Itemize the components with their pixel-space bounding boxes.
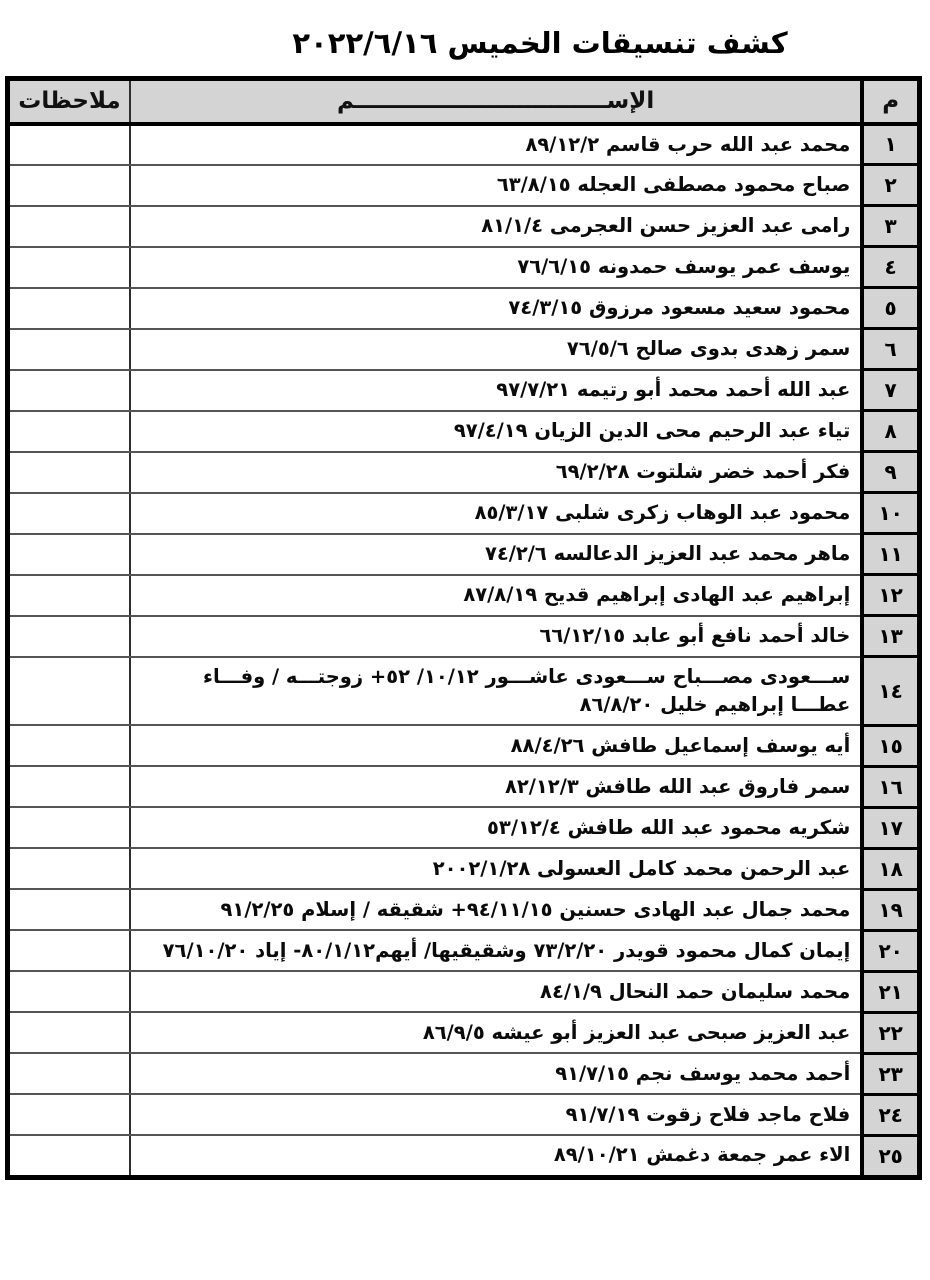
row-notes-cell	[8, 1135, 130, 1177]
row-notes-cell	[8, 124, 130, 165]
row-name-cell: إيمان كمال محمود قويدر ٧٣/٢/٢٠ وشقيقيها/ أيهم٨٠/١/١٢- إياد ٧٦/١٠/٢٠	[130, 930, 862, 971]
row-number-cell: ٦	[862, 329, 919, 370]
table-row	[8, 288, 920, 329]
table-row	[8, 930, 920, 971]
row-number-cell: ١٦	[862, 766, 919, 807]
row-name-cell: محمد عبد الله حرب قاسم ٨٩/١٢/٢	[130, 124, 862, 165]
row-name-cell: محمد جمال عبد الهادى حسنين ٩٤/١١/١٥+ شقيقه / إسلام ٩١/٢/٢٥	[130, 889, 862, 930]
row-notes-cell	[8, 165, 130, 206]
row-number-cell: ١٢	[862, 575, 919, 616]
row-notes-cell	[8, 247, 130, 288]
row-notes-cell	[8, 1053, 130, 1094]
header-name-column: الإســــــــــــــــــــــــــــــــم	[130, 79, 862, 124]
row-notes-cell	[8, 411, 130, 452]
row-name-cell: رامى عبد العزيز حسن العجرمى ٨١/١/٤	[130, 206, 862, 247]
table-row	[8, 1012, 920, 1053]
table-row	[8, 848, 920, 889]
table-row	[8, 534, 920, 575]
table-row	[8, 657, 920, 726]
page-title: كشف تنسيقات الخميس ٢٠٢٢/٦/١٦	[292, 26, 788, 60]
row-number-cell: ١٧	[862, 807, 919, 848]
row-number-cell: ٢١	[862, 971, 919, 1012]
row-name-cell: ماهر محمد عبد العزيز الدعالسه ٧٤/٢/٦	[130, 534, 862, 575]
row-name-cell: يوسف عمر يوسف حمدونه ٧٦/٦/١٥	[130, 247, 862, 288]
table-row	[8, 1094, 920, 1135]
row-name-cell: إبراهيم عبد الهادى إبراهيم قديح ٨٧/٨/١٩	[130, 575, 862, 616]
row-name-cell: محمود سعيد مسعود مرزوق ٧٤/٣/١٥	[130, 288, 862, 329]
table-row	[8, 329, 920, 370]
table-row	[8, 165, 920, 206]
row-name-cell: عبد العزيز صبحى عبد العزيز أبو عيشه ٨٦/٩/٥	[130, 1012, 862, 1053]
table-row	[8, 575, 920, 616]
table-row	[8, 370, 920, 411]
row-notes-cell	[8, 766, 130, 807]
row-notes-cell	[8, 452, 130, 493]
row-number-cell: ٢٣	[862, 1053, 919, 1094]
row-number-cell: ٢٥	[862, 1135, 919, 1177]
row-notes-cell	[8, 616, 130, 657]
row-number-cell: ١٤	[862, 657, 919, 726]
table-row	[8, 889, 920, 930]
row-name-cell: أيه يوسف إسماعيل طافش ٨٨/٤/٢٦	[130, 725, 862, 766]
row-notes-cell	[8, 534, 130, 575]
row-number-cell: ١٥	[862, 725, 919, 766]
row-name-cell: ســـعودى مصـــباح ســـعودى عاشـــور ١٠/١٢/ ٥٢+ زوجتـــه / وفـــاء عطـــا إبراهيم خليل ٨٦/٨/٢٠	[130, 657, 862, 726]
row-notes-cell	[8, 971, 130, 1012]
row-notes-cell	[8, 807, 130, 848]
row-name-cell: عبد الله أحمد محمد أبو رتيمه ٩٧/٧/٢١	[130, 370, 862, 411]
row-number-cell: ٧	[862, 370, 919, 411]
row-notes-cell	[8, 657, 130, 726]
row-number-cell: ٣	[862, 206, 919, 247]
row-name-cell: صباح محمود مصطفى العجله ٦٣/٨/١٥	[130, 165, 862, 206]
header-notes-column: ملاحظات	[8, 79, 130, 124]
table-header	[8, 79, 920, 124]
table-row	[8, 1053, 920, 1094]
table-body	[8, 124, 920, 1178]
table-row	[8, 725, 920, 766]
row-number-cell: ٢٢	[862, 1012, 919, 1053]
table-row	[8, 1135, 920, 1177]
row-name-cell: سمر زهدى بدوى صالح ٧٦/٥/٦	[130, 329, 862, 370]
row-number-cell: ١	[862, 124, 919, 165]
row-number-cell: ٥	[862, 288, 919, 329]
row-name-cell: محمد سليمان حمد النحال ٨٤/١/٩	[130, 971, 862, 1012]
row-number-cell: ١١	[862, 534, 919, 575]
row-notes-cell	[8, 725, 130, 766]
row-notes-cell	[8, 329, 130, 370]
table-row	[8, 206, 920, 247]
row-notes-cell	[8, 370, 130, 411]
table-row	[8, 452, 920, 493]
row-name-cell: خالد أحمد نافع أبو عابد ٦٦/١٢/١٥	[130, 616, 862, 657]
row-name-cell: أحمد محمد يوسف نجم ٩١/٧/١٥	[130, 1053, 862, 1094]
row-notes-cell	[8, 930, 130, 971]
row-number-cell: ١٨	[862, 848, 919, 889]
row-notes-cell	[8, 1012, 130, 1053]
row-name-cell: الاء عمر جمعة دغمش ٨٩/١٠/٢١	[130, 1135, 862, 1177]
roster-table	[5, 76, 922, 1180]
header-number-column: م	[862, 79, 919, 124]
row-name-cell: فلاح ماجد فلاح زقوت ٩١/٧/١٩	[130, 1094, 862, 1135]
row-notes-cell	[8, 848, 130, 889]
header-row	[8, 79, 920, 124]
table-row	[8, 616, 920, 657]
row-number-cell: ٩	[862, 452, 919, 493]
row-number-cell: ٢٤	[862, 1094, 919, 1135]
row-name-cell: محمود عبد الوهاب زكرى شلبى ٨٥/٣/١٧	[130, 493, 862, 534]
table-row	[8, 411, 920, 452]
table-row	[8, 493, 920, 534]
table-row	[8, 807, 920, 848]
row-number-cell: ١٠	[862, 493, 919, 534]
table-row	[8, 247, 920, 288]
row-name-cell: سمر فاروق عبد الله طافش ٨٢/١٢/٣	[130, 766, 862, 807]
row-notes-cell	[8, 206, 130, 247]
row-number-cell: ٢٠	[862, 930, 919, 971]
row-notes-cell	[8, 889, 130, 930]
table-row	[8, 971, 920, 1012]
row-number-cell: ٢	[862, 165, 919, 206]
row-number-cell: ٤	[862, 247, 919, 288]
row-notes-cell	[8, 1094, 130, 1135]
table-row	[8, 766, 920, 807]
row-name-cell: شكريه محمود عبد الله طافش ٥٣/١٢/٤	[130, 807, 862, 848]
row-name-cell: فكر أحمد خضر شلتوت ٦٩/٢/٢٨	[130, 452, 862, 493]
row-number-cell: ١٣	[862, 616, 919, 657]
table-row	[8, 124, 920, 165]
row-name-cell: تياء عبد الرحيم محى الدين الزيان ٩٧/٤/١٩	[130, 411, 862, 452]
row-name-cell: عبد الرحمن محمد كامل العسولى ٢٠٠٢/١/٢٨	[130, 848, 862, 889]
row-number-cell: ٨	[862, 411, 919, 452]
row-notes-cell	[8, 493, 130, 534]
row-notes-cell	[8, 288, 130, 329]
row-notes-cell	[8, 575, 130, 616]
row-number-cell: ١٩	[862, 889, 919, 930]
